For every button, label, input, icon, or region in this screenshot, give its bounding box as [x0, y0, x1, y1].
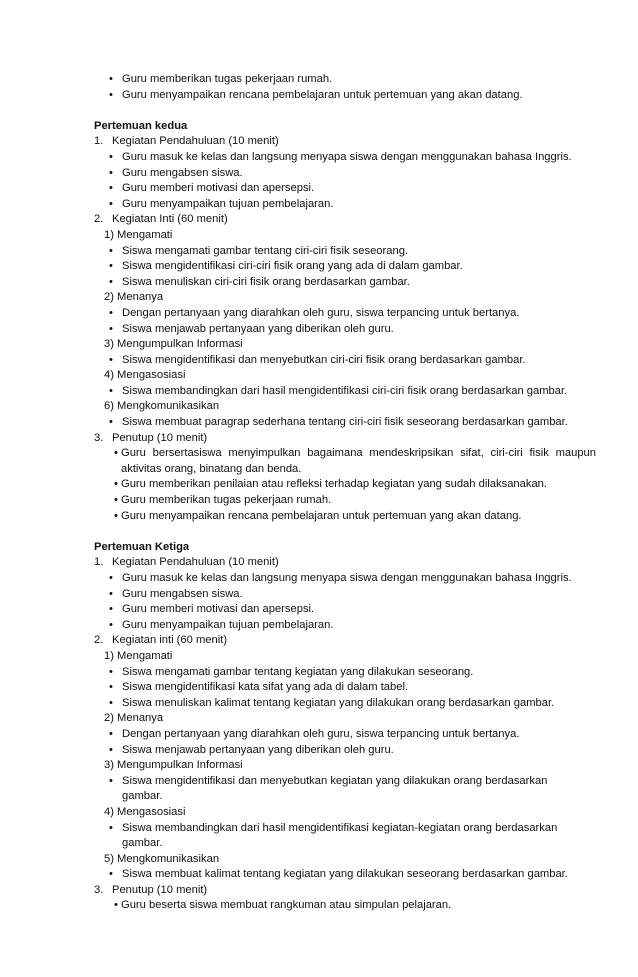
list-item: • Siswa mengidentifikasi kata sifat yang ada di dalam tabel.	[94, 680, 596, 696]
document-body	[94, 72, 596, 914]
list-item-continuation: gambar.	[122, 790, 163, 803]
step-title: Kegiatan Pendahuluan (10 menit)	[112, 556, 279, 569]
list-item: • Dengan pertanyaan yang diarahkan oleh guru, siswa terpancing untuk bertanya.	[94, 306, 596, 322]
sub-heading: 1) Mengamati	[104, 228, 173, 241]
spacer	[94, 524, 596, 540]
list-item: • Guru menyampaikan rencana pembelajaran untuk pertemuan yang akan datang.	[94, 88, 596, 104]
step-number: 1.	[94, 556, 104, 569]
step-title: Kegiatan inti (60 menit)	[112, 634, 228, 647]
list-item: • Siswa membuat kalimat tentang kegiatan yang dilakukan seseorang berdasarkan gambar.	[94, 867, 596, 883]
list-item: • Guru beserta siswa membuat rangkuman atau simpulan pelajaran.	[94, 898, 596, 914]
list-item: • Siswa menuliskan kalimat tentang kegiatan yang dilakukan orang berdasarkan gambar.	[94, 696, 596, 712]
step-heading	[94, 212, 596, 228]
sub-heading: 2) Menanya	[104, 712, 164, 725]
list-item: • Guru masuk ke kelas dan langsung menyapa siswa dengan menggunakan bahasa Inggris.	[94, 150, 596, 166]
step-heading	[94, 555, 596, 571]
section-heading-pertemuan-kedua: Pertemuan kedua	[94, 119, 188, 132]
list-item: • Guru masuk ke kelas dan langsung menyapa siswa dengan menggunakan bahasa Inggris.	[94, 571, 596, 587]
list-item: • Siswa menjawab pertanyaan yang diberikan oleh guru.	[94, 322, 596, 338]
step-number: 2.	[94, 213, 104, 226]
list-item: • Guru mengabsen siswa.	[94, 587, 596, 603]
sub-heading: 6) Mengkomunikasikan	[104, 400, 220, 413]
list-item: • Guru memberikan tugas pekerjaan rumah.	[94, 493, 596, 509]
list-item: • Guru bersertasiswa menyimpulkan bagaimana mendeskripsikan sifat, ciri-ciri fisik maupun aktivitas orang, binatang dan benda.	[94, 446, 596, 477]
step-number: 3.	[94, 431, 104, 444]
list-item: • Guru memberi motivasi dan apersepsi.	[94, 602, 596, 618]
list-item: • Guru menyampaikan tujuan pembelajaran.	[94, 197, 596, 213]
sub-heading: 2) Menanya	[104, 291, 164, 304]
step-title: Kegiatan Pendahuluan (10 menit)	[112, 135, 279, 148]
step-heading	[94, 633, 596, 649]
list-item: • Guru memberikan tugas pekerjaan rumah.	[94, 72, 596, 88]
list-item: • Siswa menuliskan ciri-ciri fisik orang berdasarkan gambar.	[94, 275, 596, 291]
list-item: • Guru memberi motivasi dan apersepsi.	[94, 181, 596, 197]
list-item: • Siswa mengamati gambar tentang kegiatan yang dilakukan seseorang.	[94, 665, 596, 681]
spacer	[94, 103, 596, 119]
sub-heading: 4) Mengasosiasi	[104, 369, 186, 382]
list-item: • Siswa mengidentifikasi dan menyebutkan kegiatan yang dilakukan orang berdasarkan	[94, 774, 596, 790]
sub-heading: 3) Mengumpulkan Informasi	[104, 338, 243, 351]
sub-heading: 5) Mengkomunikasikan	[104, 852, 220, 865]
step-number: 1.	[94, 135, 104, 148]
list-item: • Siswa membuat paragrap sederhana tentang ciri-ciri fisik seseorang berdasarkan gambar.	[94, 415, 596, 431]
step-heading	[94, 883, 596, 899]
sub-heading: 3) Mengumpulkan Informasi	[104, 759, 243, 772]
list-item: • Siswa membandingkan dari hasil mengidentifikasi kegiatan-kegiatan orang berdasarkan	[94, 821, 596, 837]
sub-heading: 4) Mengasosiasi	[104, 805, 186, 818]
list-item: • Siswa mengidentifikasi dan menyebutkan ciri-ciri fisik orang berdasarkan gambar.	[94, 353, 596, 369]
step-title: Penutup (10 menit)	[112, 431, 208, 444]
list-item: • Guru menyampaikan tujuan pembelajaran.	[94, 618, 596, 634]
list-item: • Siswa menjawab pertanyaan yang diberikan oleh guru.	[94, 743, 596, 759]
step-number: 2.	[94, 634, 104, 647]
step-heading	[94, 431, 596, 447]
step-title: Kegiatan Inti (60 menit)	[112, 213, 228, 226]
step-heading	[94, 134, 596, 150]
list-item: • Siswa mengidentifikasi ciri-ciri fisik orang yang ada di dalam gambar.	[94, 259, 596, 275]
step-number: 3.	[94, 883, 104, 896]
sub-heading: 1) Mengamati	[104, 649, 173, 662]
list-item-continuation: gambar.	[122, 837, 163, 850]
list-item: • Siswa mengamati gambar tentang ciri-ciri fisik seseorang.	[94, 244, 596, 260]
list-item: • Guru mengabsen siswa.	[94, 166, 596, 182]
list-item: • Guru menyampaikan rencana pembelajaran untuk pertemuan yang akan datang.	[94, 509, 596, 525]
step-title: Penutup (10 menit)	[112, 883, 208, 896]
section-heading-pertemuan-ketiga: Pertemuan Ketiga	[94, 540, 190, 553]
list-item: • Guru memberikan penilaian atau refleksi terhadap kegiatan yang sudah dilaksanakan.	[94, 477, 596, 493]
list-item: • Siswa membandingkan dari hasil mengidentifikasi ciri-ciri fisik orang berdasarkan gambar.	[94, 384, 596, 400]
list-item: • Dengan pertanyaan yang diarahkan oleh guru, siswa terpancing untuk bertanya.	[94, 727, 596, 743]
